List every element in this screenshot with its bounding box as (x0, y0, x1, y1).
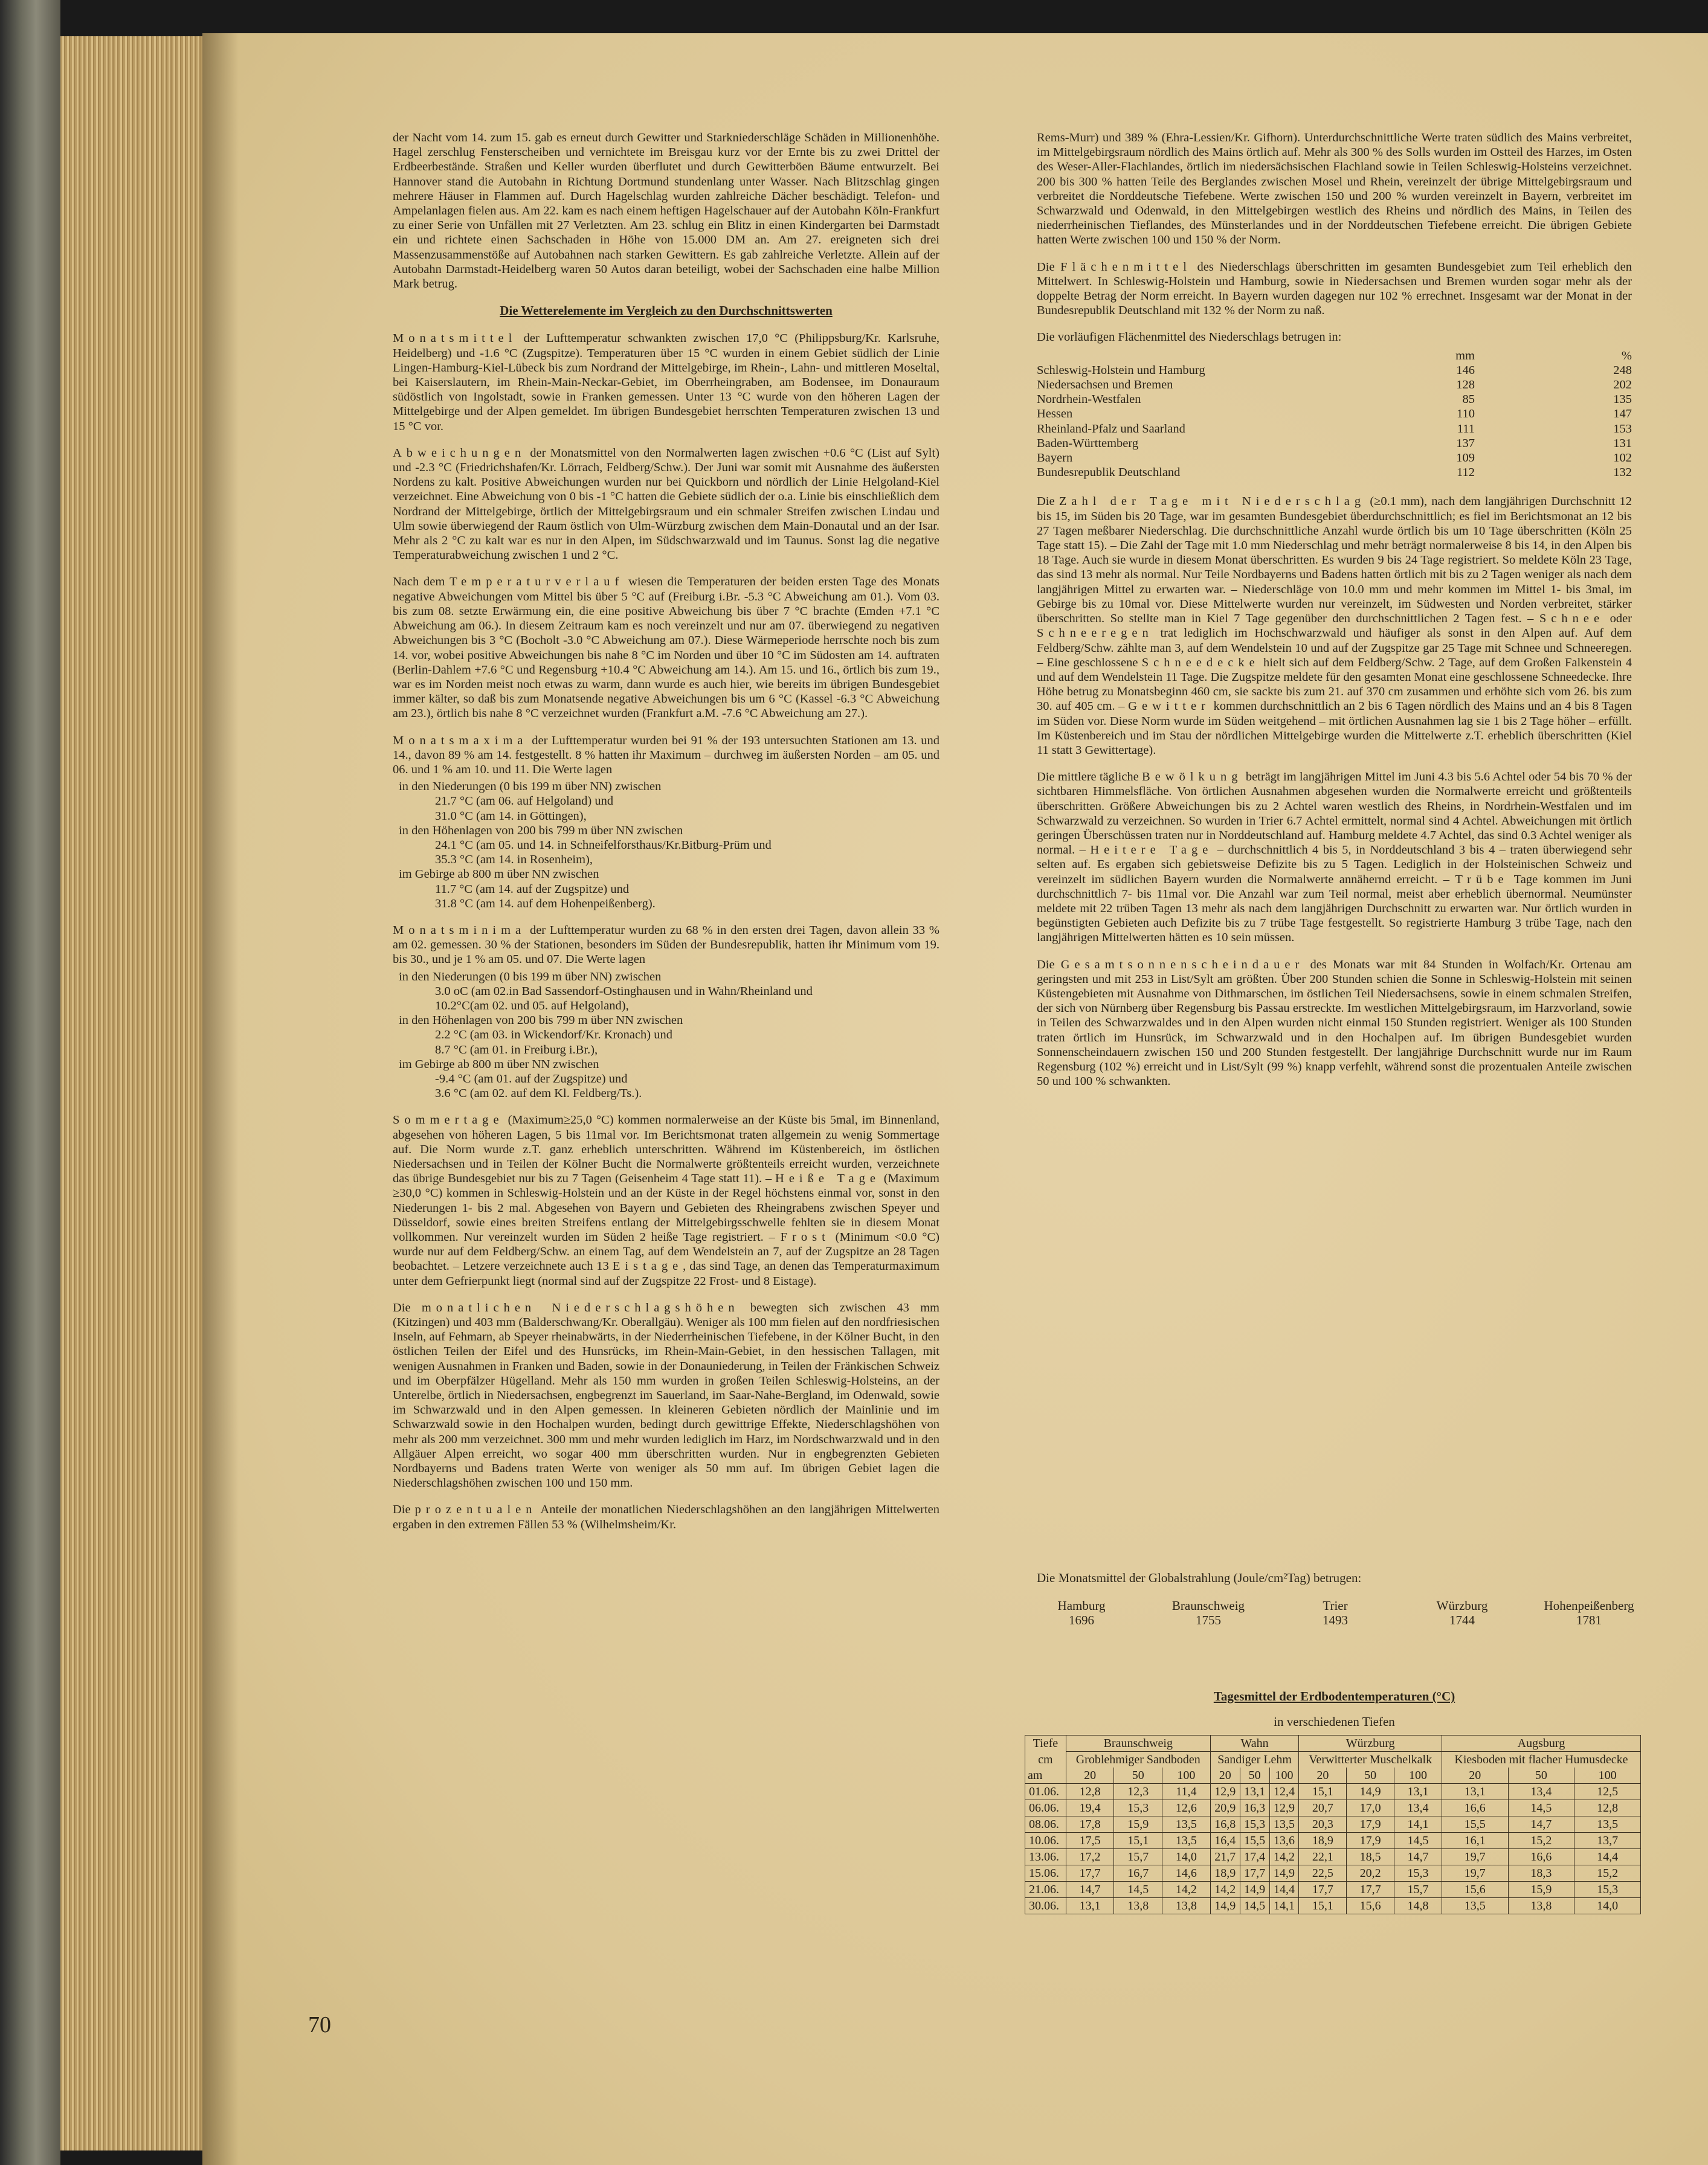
soil-type: Groblehmiger Sandboden (1066, 1752, 1210, 1768)
temperature-cell: 16,6 (1508, 1849, 1574, 1865)
temperature-cell: 14,9 (1347, 1784, 1394, 1800)
table-row (1037, 436, 1632, 451)
temperature-cell: 20,7 (1299, 1800, 1347, 1816)
temperature-cell: 14,5 (1508, 1800, 1574, 1816)
temperature-cell: 15,1 (1299, 1898, 1347, 1914)
tage-term: Zahl der Tage mit Niederschlag (1059, 495, 1366, 509)
depth-header: 20 (1442, 1768, 1508, 1784)
region-cell: Hessen (1037, 407, 1073, 421)
abweichungen-text: der Monatsmittel von den Normalwerten lagen zwischen +0.6 °C (List auf Sylt) und -2.3 °C (Friedrichshafen/Kr. Lörrach, Feldberg/Schw.). Der Juni war somit mit Ausnahme des äußersten Nordens zu kalt. Positive Abweichungen wurden nur bei Quickborn und nördlich der Linie Helgoland-Kiel verzeichnet. Eine Abweichung von 0 bis -1 °C hatten die Gebiete südlich der o.a. Linie bis einschließlich dem Nordrand der Mittelgebirge, örtlich der Mittelgebirgsraum und ein schmaler Streifen zwischen Lindau und Ulm sowie überwiegend der Raum östlich von Ulm-Würzburg zwischen dem Main-Donautal und an der Isar. Mehr als 2 °C zu kalt war es nur in den Alpen, im Südschwarzwald und im Taunus. Sonst lag die negative Temperaturabweichung zwischen 1 und 2 °C. (393, 446, 940, 562)
list-item: in den Höhenlagen von 200 bis 799 m über NN zwischen (399, 1014, 683, 1028)
mm-cell: 137 (1456, 436, 1475, 450)
temperature-cell: 15,9 (1114, 1816, 1162, 1833)
soil-type: Kiesboden mit flacher Humusdecke (1442, 1752, 1640, 1768)
temperature-cell: 14,5 (1394, 1833, 1442, 1849)
niederschlag-paragraph (393, 1301, 939, 1491)
station-name: Braunschweig (1171, 1598, 1245, 1613)
left-column (393, 130, 939, 1544)
prozent-term: prozentualen (414, 1503, 537, 1517)
temperature-cell: 15,9 (1508, 1882, 1574, 1898)
gutter-shadow (202, 33, 239, 2165)
temperature-cell: 19,7 (1442, 1849, 1508, 1865)
niederschlag-text: bewegten sich zwischen 43 mm (Kitzingen) und 403 mm (Balderschwang/Kr. Oberallgäu). Weniger als 100 mm fielen auf den nordfriesischen Inseln, auf Fehmarn, ab Speyer rheinabwärts, in der Niederrheinischen Tiefebene, in der Kölner Bucht, in den östlichen Teilen der Eifel und des Hunsrücks, im Rhein-Main-Gebiet, in den hessischen Tallagen, mit wenigen Ausnahmen in Franken und Baden, sowie in der Donauniederung, in Teilen der Fränkischen Schweiz und im Oberpfälzer Hügelland. Mehr als 150 mm wurden in großen Teilen Schleswig-Holsteins, an der Unterelbe, örtlich in Niedersachsen, engbegrenzt im Sauerland, im Saar-Nahe-Bergland, im Odenwald, sowie im Schwarzwald und in den Alpen gemessen. In kleineren Gebieten nördlich der Mainlinie und im Schwarzwald sowie in den Hochalpen wurden, bedingt durch gewittrige Effekte, Niederschlagshöhen von mehr als 200 mm verzeichnet. 300 mm und mehr wurden lediglich im Harz, im Nordschwarzwald und in den Allgäuer Alpen erreicht, wo sogar 400 mm überschritten wurden. Nur in engbegrenzten Gebieten Nordbayerns und Badens traten Werte von weniger als 50 mm auf. Im übrigen Gebiet lagen die Niederschlagshöhen zwischen 100 und 150 mm. (393, 1301, 940, 1490)
pct-cell: 147 (1613, 407, 1632, 421)
truebe-term: Trübe (1455, 872, 1509, 886)
region-header (1037, 349, 1396, 363)
temperature-cell: 12,3 (1114, 1784, 1162, 1800)
table-row (1025, 1784, 1641, 1800)
section-heading: Die Wetterelemente im Vergleich zu den Durchschnittswerten (500, 303, 833, 318)
table-row (1025, 1849, 1641, 1865)
table-row (1025, 1833, 1641, 1849)
temperature-cell: 16,4 (1210, 1833, 1240, 1849)
temperature-cell: 17,0 (1347, 1800, 1394, 1816)
station-value: 1755 (1196, 1613, 1221, 1627)
radiation-station (1402, 1598, 1523, 1627)
heisse-term: Heiße Tage (775, 1172, 880, 1186)
temperature-cell: 17,7 (1299, 1882, 1347, 1898)
bewoelkung-term: Bewölkung (1142, 770, 1243, 784)
temperature-cell: 18,9 (1299, 1833, 1347, 1849)
mm-cell: 85 (1462, 393, 1475, 407)
sonne-pre: Die (1037, 957, 1055, 971)
temperature-cell: 22,1 (1299, 1849, 1347, 1865)
temperature-cell: 13,4 (1508, 1784, 1574, 1800)
temperature-cell: 15,3 (1240, 1816, 1269, 1833)
temperature-cell: 14,6 (1162, 1865, 1211, 1882)
region-cell: Baden-Württemberg (1037, 436, 1139, 450)
table-row (1037, 378, 1632, 392)
schnee-term: Schnee (1539, 612, 1605, 626)
pct-cell: 248 (1613, 363, 1632, 377)
table-row (1025, 1865, 1641, 1882)
bewoelkung-text: beträgt im langjährigen Mittel im Juni 4.3 bis 5.6 Achtel oder 54 bis 70 % der sichtbaren Himmelsfläche. Von örtlichen Ausnahmen abgesehen wurden die Normalwerte erreicht und größtenteils überschritten. Größere Abweichungen bis zu 2 Achtel waren westlich des Rheins, in Nordrhein-Westfalen und im Schwarzwald zu verzeichnen. So wurden in Trier 6.7 Achtel ermittelt, normal sind 4 Achtel. Abweichungen mit örtlich geringen Überschüssen traten nur in Norddeutschland auf. Hamburg meldete 4.7 Achtel, das sind 0.3 Achtel weniger als normal. – (1037, 770, 1632, 857)
temperature-cell: 15,3 (1394, 1865, 1442, 1882)
frost-text: (Minimum <0.0 °C) wurde nur auf dem Feldberg/Schw. an einem Tag, auf dem Wendelstein an 7, auf der Zugspitze an 28 Tagen beobachtet. – Letzere verzeichnete auch 13 (393, 1230, 940, 1273)
temperature-cell: 14,0 (1162, 1849, 1211, 1865)
depth-header: 20 (1066, 1768, 1114, 1784)
temperature-cell: 16,1 (1442, 1833, 1508, 1849)
sonne-text: des Monats war mit 84 Stunden in Wolfach/Kr. Ortenau am geringsten und mit 253 in List/Sylt am größten. Über 200 Stunden schien die Sonne in Schleswig-Holstein mit seinen Küstengebieten mit Ausnahme von Dithmarschen, im östlichen Teil Niedersachsens, sowie in einem schmalen Streifen, der sich von Nürnberg über Regensburg bis Passau erstreckte. Im westlichen Mittelgebirgsraum, im Harzvorland, sowie in Teilen des Schwarzwaldes und in den Alpen wurden nicht einmal 150 Stunden registriert. Weniger als 100 Stunden traten örtlich im Hunsrück, im Schwarzwald und in den Hochalpen auf. Im übrigen Bundesgebiet wurden Sonnenscheindauern zwischen 150 und 200 Stunden festgestellt. Der langjährige Durchschnitt wurde nur im Raum Regensburg (102 %) erreicht und in List/Sylt (99 %) knapp verfehlt, während sonst die prozentualen Anteile zwischen 50 und 100 % schwankten. (1037, 957, 1632, 1089)
date-label: am (1025, 1768, 1066, 1784)
flaeche-intro: Die vorläufigen Flächenmittel des Niederschlags betrugen in: (1037, 330, 1342, 344)
list-item: 3.0 oC (am 02.in Bad Sassendorf-Ostinghausen und in Wahn/Rheinland und (435, 984, 813, 998)
temperature-cell: 17,9 (1347, 1833, 1394, 1849)
temperature-cell: 14,2 (1210, 1882, 1240, 1898)
station-header: Wahn (1210, 1736, 1299, 1752)
mm-cell: 110 (1457, 407, 1475, 421)
temperature-cell: 20,9 (1210, 1800, 1240, 1816)
station-header: Braunschweig (1066, 1736, 1210, 1752)
list-item: 8.7 °C (am 01. in Freiburg i.Br.), (435, 1043, 598, 1057)
pct-header: % (1621, 349, 1632, 362)
station-name: Hamburg (1057, 1598, 1106, 1613)
list-item: in den Niederungen (0 bis 199 m über NN) zwischen (399, 780, 662, 794)
temperature-cell: 15,6 (1347, 1898, 1394, 1914)
temperature-cell: 15,2 (1508, 1833, 1574, 1849)
verlauf-term: Temperaturverlauf (450, 575, 624, 589)
depth-header: 50 (1240, 1768, 1269, 1784)
temperature-cell: 17,7 (1347, 1882, 1394, 1898)
date-cell: 01.06. (1025, 1784, 1066, 1800)
temperature-cell: 16,6 (1442, 1800, 1508, 1816)
temperature-cell: 15,1 (1114, 1833, 1162, 1849)
list-item: 24.1 °C (am 05. und 14. in Schneifelforsthaus/Kr.Bitburg-Prüm und (435, 838, 772, 852)
list-item: 3.6 °C (am 02. auf dem Kl. Feldberg/Ts.). (435, 1087, 642, 1101)
temperature-cell: 12,9 (1269, 1800, 1299, 1816)
pct-cell: 153 (1613, 422, 1632, 436)
station-name: Trier (1323, 1598, 1348, 1613)
soil-type: Verwitterter Muschelkalk (1299, 1752, 1442, 1768)
prozent-paragraph (393, 1502, 939, 1531)
station-value: 1696 (1069, 1613, 1094, 1627)
flaeche-text: des Niederschlags überschritten im gesamten Bundesgebiet zum Teil erheblich den Mittelwert. In Schleswig-Holstein und Hamburg, sowie in Niedersachsen und Bremen wurden sogar mehr als der doppelte Betrag der Norm erreicht. In Bayern wurden dagegen nur 102 % errechnet. Insgesamt war der Monat in der Bundesrepublik Deutschland mit 132 % der Norm zu naß. (1037, 260, 1632, 318)
table-row (1037, 422, 1632, 436)
temperature-cell: 14,4 (1269, 1882, 1299, 1898)
temperature-cell: 20,3 (1299, 1816, 1347, 1833)
temperature-cell: 14,5 (1240, 1898, 1269, 1914)
list-item: -9.4 °C (am 01. auf der Zugspitze) und (435, 1072, 628, 1086)
temperature-cell: 15,5 (1240, 1833, 1269, 1849)
temperature-cell: 13,8 (1114, 1898, 1162, 1914)
temperature-cell: 14,2 (1269, 1849, 1299, 1865)
sonne-paragraph (1037, 957, 1632, 1089)
temperature-cell: 14,0 (1574, 1898, 1641, 1914)
flaechenmittel-table (1037, 349, 1632, 480)
region-cell: Bundesrepublik Deutschland (1037, 466, 1181, 480)
soil-depth-row (1025, 1768, 1641, 1784)
verlauf-text: wiesen die Temperaturen der beiden ersten Tage des Monats negative Abweichungen vom Mittel bis über 5 °C auf (Freiburg i.Br. -5.3 °C Abweichung am 01.). Vom 03. bis zum 08. setzte Erwärmung ein, die eine positive Abweichung bis über 7 °C brachte (Emden +7.1 °C Abweichung am 06.). In diesem Zeitraum kam es noch vereinzelt und nur am 07. überwiegend zu negativen Abweichungen bis 3 °C (Bocholt -3.0 °C Abweichung am 07.). Diese Wärmeperiode herrschte noch bis zum 14. vor, wobei positive Abweichungen bis nahe 8 °C im Norden und über 10 °C im Südosten am 14. auftraten (Berlin-Dahlem +7.6 °C und Regensburg +10.4 °C Abweichung am 14.). Am 15. und 16., örtlich bis zum 19., war es im Norden meist noch etwas zu warm, dann wurde es auch hier, wie bereits im übrigen Bundesgebiet immer kälter, so daß bis zum Monatsende negative Abweichungen bis um 6 °C (Kassel -6.3 °C Abweichung am 23.), örtlich bis nahe 8 °C verzeichnet wurden (Frankfurt a.M. -7.6 °C Abweichung am 27.). (393, 575, 940, 721)
temperature-cell: 12,4 (1269, 1784, 1299, 1800)
temperature-cell: 12,8 (1066, 1784, 1114, 1800)
radiation-station (1148, 1598, 1269, 1627)
depth-header: 20 (1299, 1768, 1347, 1784)
sommertage-term: Sommertage (393, 1113, 504, 1127)
station-header: Augsburg (1442, 1736, 1640, 1752)
temperature-cell: 15,7 (1394, 1882, 1442, 1898)
mm-cell: 109 (1456, 451, 1475, 465)
region-cell: Bayern (1037, 451, 1073, 465)
mm-header: mm (1455, 349, 1475, 362)
table-row (1037, 451, 1632, 465)
depth-header: 100 (1574, 1768, 1641, 1784)
soil-temperature-table (1025, 1735, 1641, 1914)
depth-unit: cm (1025, 1752, 1066, 1768)
temperature-cell: 22,5 (1299, 1865, 1347, 1882)
list-item: in den Niederungen (0 bis 199 m über NN) zwischen (399, 970, 662, 983)
temperature-cell: 19,7 (1442, 1865, 1508, 1882)
page-number: 70 (308, 2012, 331, 2038)
radiation-station (1275, 1598, 1396, 1627)
soil-type: Sandiger Lehm (1210, 1752, 1299, 1768)
list-item: 31.0 °C (am 14. in Göttingen), (435, 809, 587, 823)
table-row (1037, 407, 1632, 421)
temperature-cell: 17,7 (1066, 1865, 1114, 1882)
depth-header: 50 (1114, 1768, 1162, 1784)
depth-header: 100 (1269, 1768, 1299, 1784)
temperature-cell: 14,8 (1394, 1898, 1442, 1914)
station-name: Hohenpeißenberg (1544, 1598, 1634, 1613)
temperature-cell: 14,9 (1240, 1882, 1269, 1898)
prozent-text: Anteile der monatlichen Niederschlagshöhen an den langjährigen Mittelwerten ergaben in den extremen Fällen 53 % (Wilhelmsheim/Kr. (393, 1503, 939, 1531)
eistage-text: , das sind Tage, an denen das Temperaturmaximum unter dem Gefrierpunkt liegt (normal sind auf der Zugspitze 22 Frost- und 8 Eistage). (393, 1259, 940, 1288)
sonne-term: Gesamtsonnenscheindauer (1060, 957, 1304, 971)
pct-cell: 202 (1613, 378, 1632, 392)
list-item: in den Höhenlagen von 200 bis 799 m über NN zwischen (399, 823, 683, 837)
pct-cell: 132 (1613, 466, 1632, 480)
temperature-cell: 15,7 (1114, 1849, 1162, 1865)
frost-term: Frost (780, 1230, 830, 1244)
sommertage-paragraph (393, 1113, 939, 1288)
mm-cell: 111 (1457, 422, 1475, 436)
temperature-cell: 14,1 (1269, 1898, 1299, 1914)
temperature-cell: 13,6 (1269, 1833, 1299, 1849)
depth-header: 20 (1210, 1768, 1240, 1784)
temperature-cell: 13,8 (1508, 1898, 1574, 1914)
niederschlag-term: monatlichen Niederschlagshöhen (421, 1301, 740, 1314)
temperature-cell: 14,7 (1394, 1849, 1442, 1865)
abweichungen-term: Abweichungen (393, 446, 526, 460)
schneedecke-term: Schneedecke (1141, 655, 1260, 669)
pct-cell: 102 (1613, 451, 1632, 465)
station-name: Würzburg (1436, 1598, 1488, 1613)
table-row (1025, 1816, 1641, 1833)
flaechenmittel-header (1037, 349, 1632, 363)
soil-table-title: Tagesmittel der Erdbodentemperaturen (°C) (1213, 1689, 1455, 1703)
global-radiation-title: Die Monatsmittel der Globalstrahlung (Joule/cm²Tag) betrugen: (1037, 1571, 1362, 1585)
list-item: im Gebirge ab 800 m über NN zwischen (399, 1057, 599, 1071)
schneeregen-term: Schneeregen (1037, 626, 1153, 640)
temperature-cell: 13,5 (1162, 1833, 1211, 1849)
radiation-station (1021, 1598, 1142, 1627)
table-row (1037, 363, 1632, 378)
temperature-cell: 18,9 (1210, 1865, 1240, 1882)
list-item: 35.3 °C (am 14. in Rosenheim), (435, 853, 593, 867)
temperature-cell: 17,2 (1066, 1849, 1114, 1865)
temperature-cell: 14,4 (1574, 1849, 1641, 1865)
abweichungen-paragraph (393, 446, 939, 563)
soil-table-subtitle: in verschiedenen Tiefen (1274, 1714, 1395, 1729)
temperature-cell: 12,9 (1210, 1784, 1240, 1800)
temperature-cell: 13,1 (1066, 1898, 1114, 1914)
eistage-term: Eistage (612, 1259, 683, 1273)
depth-header: 100 (1162, 1768, 1211, 1784)
heisse-text: (Maximum ≥30,0 °C) kommen in Schleswig-Holstein und an der Küste in der Regel höchstens einmal vor, sonst in den Niederungen 1- bis 2 mal. Abgesehen von Bayern und Gebieten des Rheingrabens zwischen Speyer und Düsseldorf, sowie eines breiten Streifens entlang der Mittelgebirgsschwelle fehlten sie in diesem Monat vollkommen. Nur vereinzelt wurden im Süden 2 heiße Tage registriert. – (393, 1172, 940, 1244)
temperature-cell: 14,9 (1269, 1865, 1299, 1882)
date-cell: 08.06. (1025, 1816, 1066, 1833)
temperature-cell: 17,7 (1240, 1865, 1269, 1882)
temperature-cell: 17,4 (1240, 1849, 1269, 1865)
schneedecke-text: hielt sich auf dem Feldberg/Schw. 2 Tage, auf dem Großen Falkenstein 4 und auf dem Wendelstein 11 Tage. Die Zugspitze meldete für den gesamten Monat eine geschlossene Schneedecke. Ihre Höhe betrug zu Monatsbeginn 460 cm, sie sackte bis zum 21. auf 370 cm zusammen und erhöhte sich vom 26. bis zum 30. auf 405 cm. – (1037, 655, 1632, 713)
table-row (1037, 392, 1632, 407)
page-edges (60, 36, 205, 2151)
temperature-cell: 15,2 (1574, 1865, 1641, 1882)
bewoelkung-paragraph (1037, 770, 1632, 945)
list-item: 2.2 °C (am 03. in Wickendorf/Kr. Kronach) und (435, 1028, 672, 1042)
station-value: 1493 (1323, 1613, 1348, 1627)
mm-cell: 128 (1456, 378, 1475, 392)
temperature-cell: 15,3 (1574, 1882, 1641, 1898)
table-row (1025, 1882, 1641, 1898)
tage-paragraph (1037, 494, 1632, 758)
soil-header-row (1025, 1736, 1641, 1752)
mm-cell: 112 (1457, 466, 1475, 480)
table-row (1025, 1898, 1641, 1914)
temperature-cell: 13,1 (1240, 1784, 1269, 1800)
mm-cell: 146 (1456, 363, 1475, 377)
region-cell: Niedersachsen und Bremen (1037, 378, 1173, 392)
temperature-cell: 12,8 (1574, 1800, 1641, 1816)
right-column (1037, 130, 1632, 1101)
niederschlag-pre: Die (393, 1301, 411, 1314)
bewoelkung-pre: Die mittlere tägliche (1037, 770, 1139, 784)
temperature-cell: 13,8 (1162, 1898, 1211, 1914)
list-item: 21.7 °C (am 06. auf Helgoland) und (435, 794, 614, 808)
date-cell: 30.06. (1025, 1898, 1066, 1914)
temperature-cell: 14,7 (1066, 1882, 1114, 1898)
temperature-cell: 19,4 (1066, 1800, 1114, 1816)
temperature-cell: 14,9 (1210, 1898, 1240, 1914)
temperature-cell: 13,5 (1574, 1816, 1641, 1833)
temperature-cell: 13,5 (1269, 1816, 1299, 1833)
list-item: 31.8 °C (am 14. auf dem Hohenpeißenberg). (435, 896, 656, 910)
temperature-cell: 15,1 (1299, 1784, 1347, 1800)
temperature-cell: 18,5 (1347, 1849, 1394, 1865)
temperature-cell: 13,4 (1394, 1800, 1442, 1816)
monatsmittel-term: Monatsmittel (393, 332, 517, 346)
table-row (1025, 1800, 1641, 1816)
station-value: 1781 (1576, 1613, 1602, 1627)
depth-label: Tiefe (1025, 1736, 1066, 1752)
temperature-cell: 18,3 (1508, 1865, 1574, 1882)
temperature-cell: 15,3 (1114, 1800, 1162, 1816)
schneeregen-text: trat lediglich im Hochschwarzwald und häufiger als sonst in den Alpen auf. Auf dem Feldberg/Schw. zählte man 3, auf dem Wendelstein 10 und auf der Zugspitze gar 25 Tage mit Schnee und Schneeregen. – Eine geschlossene (1037, 626, 1632, 669)
gewitter-term: Gewitter (1128, 700, 1210, 713)
temperature-cell: 17,8 (1066, 1816, 1114, 1833)
temperature-cell: 15,6 (1442, 1882, 1508, 1898)
date-cell: 06.06. (1025, 1800, 1066, 1816)
temperature-cell: 11,4 (1162, 1784, 1211, 1800)
minima-term: Monatsminima (393, 923, 526, 937)
continued-paragraph: Rems-Murr) und 389 % (Ehra-Lessien/Kr. Gifhorn). Unterdurchschnittliche Werte traten südlich des Mains verbreitet, im Mittelgebirgsraum nördlich des Mains örtlich auf. Mehr als 300 % des Solls wurden im Ostteil des Harzes, im Osten des Weser-Aller-Flachlandes, örtlich im niedersächsischen Flachland sowie in Teilen Schleswig-Holsteins verzeichnet. 200 bis 300 % hatten Teile des Berglandes zwischen Mosel und Rhein, vereinzelt der übrige Mittelgebirgsraum und verbreitet die Norddeutsche Tiefebene. Werte zwischen 150 und 200 % wurden vereinzelt in Bayern, verbreitet im Schwarzwald und Odenwald, in den Mittelgebirgen westlich des Rheins und nördlich des Mains, in Teilen des niederrheinischen Tieflandes, des Münsterlandes und in der Norddeutschen Tiefebene erreicht. Die übrigen Gebiete hatten Werte zwischen 100 und 150 % der Norm. (1037, 131, 1632, 247)
verlauf-pre: Nach dem (393, 575, 445, 589)
station-header: Würzburg (1299, 1736, 1442, 1752)
temperature-cell: 12,6 (1162, 1800, 1211, 1816)
depth-header: 50 (1347, 1768, 1394, 1784)
region-cell: Rheinland-Pfalz und Saarland (1037, 422, 1185, 436)
temperature-cell: 14,5 (1114, 1882, 1162, 1898)
list-item: 10.2°C(am 02. und 05. auf Helgoland), (435, 999, 629, 1012)
tage-text: (≥0.1 mm), nach dem langjährigen Durchschnitt 12 bis 15, im Süden bis 20 Tage, war im gesamten Bundesgebiet überdurchschnittlich; es fiel im Berichtsmonat an 12 bis 27 Tagen meßbarer Niederschlag. Die durchschnittliche Anzahl wurde örtlich bis um 10 Tage überschritten (Köln 25 Tage statt 15). – Die Zahl der Tage mit 1.0 mm Niederschlag und mehr beträgt normalerweise 8 bis 14, in den Alpen bis 18 Tage. Auch sie wurde in diesem Monat überschritten. Es wurden 9 bis 24 Tage registriert. So meldete Köln 23 Tage, das sind 13 mehr als normal. Nur Teile Nordbayerns und Badens hatten örtlich mit bis zu 2 Tagen weniger als nach dem langjährigen Mittel zu erwarten war. – Niederschläge von 10.0 mm und mehr kommen im Mittel 1- bis 3mal, im Gebirge bis zu 10mal vor. Diese Mittelwerte wurden nur vereinzelt, im Südwesten und Norden verbreitet, stärker überschritten. So stellte man in Kiel 7 Tage gegenüber den durchschnittlichen 2 Tagen fest. – (1037, 495, 1632, 626)
depth-header: 50 (1508, 1768, 1574, 1784)
temperature-cell: 12,5 (1574, 1784, 1641, 1800)
date-cell: 15.06. (1025, 1865, 1066, 1882)
depth-header: 100 (1394, 1768, 1442, 1784)
minima-paragraph (393, 923, 939, 967)
region-cell: Schleswig-Holstein und Hamburg (1037, 363, 1205, 377)
schnee-text: oder (1610, 612, 1632, 626)
table-row (1037, 465, 1632, 480)
temperature-cell: 17,5 (1066, 1833, 1114, 1849)
gewitter-text: kommen durchschnittlich an 2 bis 6 Tagen nördlich des Mains und an 4 bis 8 Tagen im Süden vor. Diese Norm wurde im Süden weitgehend – mit örtlichen Ausnahmen lag sie 1 bis 2 Tage höher – erfüllt. Im Küstenbereich und im Stau der nördlichen Mittelgebirge wurden die Mittelwerte z.T. erheblich überschritten (Kiel 11 statt 3 Gewittertage). (1037, 700, 1632, 757)
list-item: 11.7 °C (am 14. auf der Zugspitze) und (435, 882, 630, 896)
maxima-paragraph (393, 733, 939, 777)
temperature-cell: 16,8 (1210, 1816, 1240, 1833)
pct-cell: 131 (1613, 436, 1632, 450)
temperature-cell: 13,5 (1442, 1898, 1508, 1914)
flaeche-term: Flächenmittel (1060, 260, 1191, 274)
temperature-cell: 13,1 (1394, 1784, 1442, 1800)
temperature-cell: 14,1 (1394, 1816, 1442, 1833)
global-radiation-values (1021, 1598, 1649, 1627)
pct-cell: 135 (1613, 393, 1632, 407)
soil-type-row (1025, 1752, 1641, 1768)
verlauf-paragraph (393, 574, 939, 721)
temperature-cell: 13,5 (1162, 1816, 1211, 1833)
maxima-term: Monatsmaxima (393, 733, 528, 747)
sommertage-text: (Maximum≥25,0 °C) kommen normalerweise an der Küste bis 5mal, im Binnenland, abgesehen von höheren Lagen, 5 bis 11mal vor. Im Berichtsmonat traten allgemein zu wenig Sommertage auf. Die Norm wurde z.T. ganz erheblich unterschritten. Während im Küstenbereich, im östlichen Niedersachsen und in Teilen der Kölner Bucht die Normalwerte größtenteils erreicht wurden, verzeichnete das übrige Bundesgebiet nur bis zu 7 Tagen (Geisenheim 4 Tage statt 11). – (393, 1113, 940, 1186)
region-cell: Nordrhein-Westfalen (1037, 393, 1141, 407)
flaeche-pre: Die (1037, 260, 1055, 274)
temperature-cell: 14,2 (1162, 1882, 1211, 1898)
temperature-cell: 16,7 (1114, 1865, 1162, 1882)
temperature-cell: 21,7 (1210, 1849, 1240, 1865)
temperature-cell: 15,5 (1442, 1816, 1508, 1833)
temperature-cell: 14,7 (1508, 1816, 1574, 1833)
heitere-term: Heitere Tage (1090, 843, 1213, 857)
monatsmittel-text: der Lufttemperatur schwankten zwischen 17,0 °C (Philippsburg/Kr. Karlsruhe, Heidelberg) und -1.6 °C (Zugspitze). Temperaturen über 15 °C wurden in einem Gebiet südlich der Linie Lingen-Hamburg-Kiel-Lübeck bis zum Nordrand der Mittelgebirge, im Rhein-, Lahn- und mittleren Moseltal, bei Kaiserslautern, im Rhein-Main-Neckar-Gebiet, im Oberrheingraben, am Bodensee, im Donauraum südöstlich von Ingolstadt, sowie in Franken gemessen. Unter 13 °C wurde von den höheren Lagen der Mittelgebirge und der Alpen gemeldet. Im übrigen Bundesgebiet herrschten Temperaturen zwischen 13 und 15 °C vor. (393, 332, 940, 433)
station-value: 1744 (1449, 1613, 1475, 1627)
date-cell: 21.06. (1025, 1882, 1066, 1898)
minima-text: der Lufttemperatur wurden zu 68 % in den ersten drei Tagen, davon allein 33 % am 02. gemessen. 30 % der Stationen, besonders im Süden der Bundesrepublik, hatten ihr Minimum vom 19. bis 30., und je 1 % am 05. und 07. Die Werte lagen (393, 923, 940, 967)
maxima-list (393, 779, 939, 911)
tage-pre: Die (1037, 495, 1055, 509)
heitere-text: – durchschnittlich 4 bis 5, in Norddeutschland 3 bis 4 – traten überwiegend sehr selten auf. Es ergaben sich gebietsweise Defizite bis zu 5 Tagen. Lediglich in der Holsteinischen Schweiz und vereinzelt im südlichen Bayern wurden die Normalwerte annähernd erreicht. – (1037, 843, 1632, 886)
intro-paragraph: der Nacht vom 14. zum 15. gab es erneut durch Gewitter und Starkniederschläge Schäden in Millionenhöhe. Hagel zerschlug Fensterscheiben und vernichtete im Breisgau kurz vor der Ernte bis zu zwei Drittel der Erdbeerbestände. Straßen und Keller wurden überflutet und durch Gewitterböen Bäume entwurzelt. Bei Hannover stand die Autobahn in Richtung Dortmund stundenlang unter Wasser. Nach Blitzschlag gingen mehrere Häuser in Flammen auf. Durch Hagelschlag wurden zahlreiche Dächer beschädigt. Telefon- und Ampelanlagen fielen aus. Am 22. kam es nach einem heftigen Hagelschauer auf der Autobahn Köln-Frankfurt zu einer Serie von Unfällen mit 27 Verletzten. Am 23. schlug ein Blitz in einen Kindergarten bei Darmstadt ein und richtete einen Sachschaden in Höhe von 15.000 DM an. Am 27. ereigneten sich drei Massenzusammenstöße auf Autobahnen nach starken Gewittern. Es gab zahlreiche Verletzte. Allein auf der Autobahn Darmstadt-Heidelberg waren 50 Autos daran beteiligt, wobei der Sachschaden eine halbe Million Mark betrug. (393, 131, 939, 291)
list-item: im Gebirge ab 800 m über NN zwischen (399, 867, 599, 881)
truebe-text: Tage kommen im Juni durchschnittlich 7- bis 11mal vor. Die Anzahl war zum Teil normal, meist aber erheblich übernormal. Neumünster meldete mit 22 trüben Tagen 13 mehr als nach dem langjährigen Durchschnitt zu erwarten war. Nur örtlich wurden in begünstigten Gebieten auch Defizite bis zu 7 trübe Tage festgestellt. So registrierte Hamburg 3 trübe Tage, nach den langjährigen Mittelwerten hätten es 10 sein müssen. (1037, 872, 1632, 945)
temperature-cell: 17,9 (1347, 1816, 1394, 1833)
temperature-cell: 20,2 (1347, 1865, 1394, 1882)
book-cover (0, 0, 60, 2165)
temperature-cell: 13,1 (1442, 1784, 1508, 1800)
monatsmittel-paragraph (393, 331, 939, 433)
temperature-cell: 13,7 (1574, 1833, 1641, 1849)
minima-list (393, 970, 939, 1101)
temperature-cell: 16,3 (1240, 1800, 1269, 1816)
flaeche-paragraph (1037, 260, 1632, 318)
date-cell: 10.06. (1025, 1833, 1066, 1849)
maxima-text: der Lufttemperatur wurden bei 91 % der 193 untersuchten Stationen am 13. und 14., davon 89 % am 14. festgestellt. 8 % hatten ihr Maximum – durchweg im äußersten Norden – am 05. und 06. und 1 % am 10. und 11. Die Werte lagen (393, 733, 940, 776)
radiation-station (1529, 1598, 1649, 1627)
date-cell: 13.06. (1025, 1849, 1066, 1865)
prozent-pre: Die (393, 1503, 411, 1517)
